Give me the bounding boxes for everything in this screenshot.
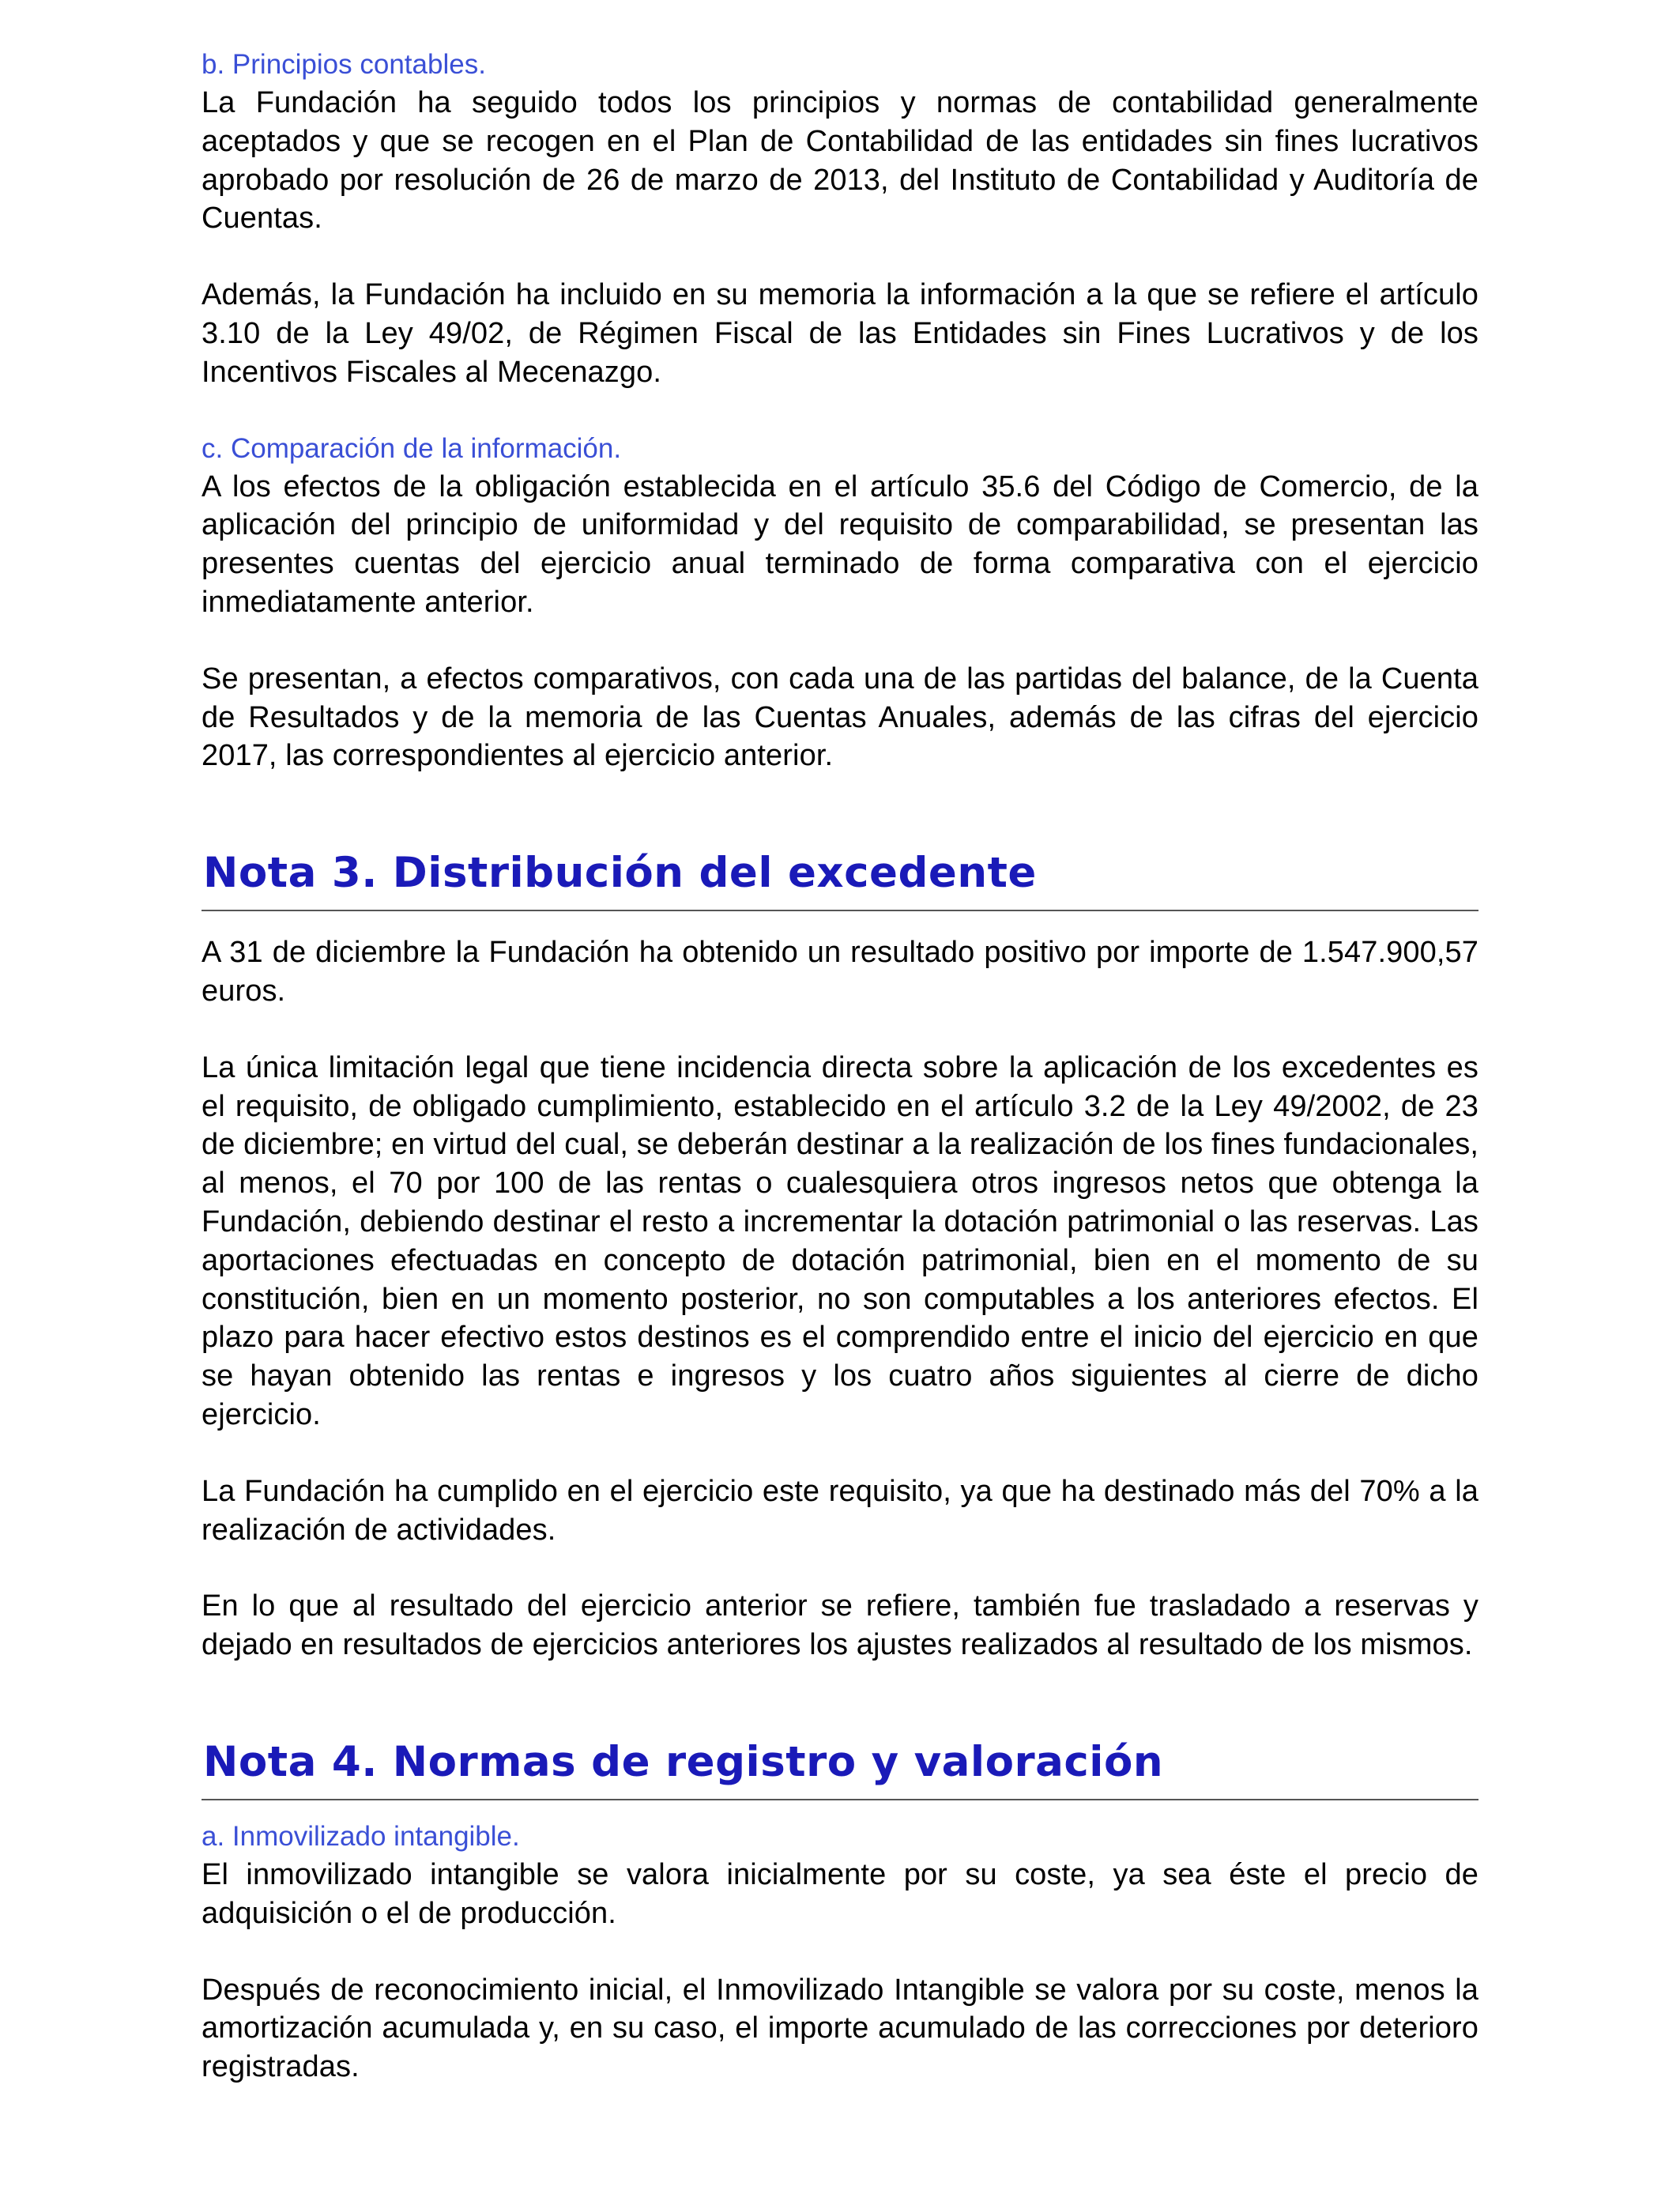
section-comparacion-informacion: [202, 430, 1478, 776]
paragraph: El inmovilizado intangible se valora inicialmente por su coste, ya sea éste el precio de adquisición o el de producción.: [202, 1857, 1478, 1930]
subheading-comparacion-informacion: c. Comparación de la información.: [202, 432, 622, 464]
section-principios-contables: [202, 46, 1478, 392]
subheading-inmovilizado-intangible: a. Inmovilizado intangible.: [202, 1820, 520, 1852]
paragraph: La Fundación ha seguido todos los principios y normas de contabilidad generalmente aceptados y que se recogen en el Plan de Contabilidad de las entidades sin fines lucrativos aprobado por resolución de 26 de marzo de 2013, del Instituto de Contabilidad y Auditoría de Cuentas.: [202, 86, 1478, 236]
paragraph: La única limitación legal que tiene incidencia directa sobre la aplicación de los excedentes es el requisito, de obligado cumplimiento, establecido en el artículo 3.2 de la Ley 49/2002, de 23 de diciembre; en virtud del cual, se deberán destinar a la realización de los fines fundacionales, al menos, el 70 por 100 de las rentas o cualesquiera otros ingresos netos que obtenga la Fundación, debiendo destinar el resto a incrementar la dotación patrimonial o las reservas. Las aportaciones efectuadas en concepto de dotación patrimonial, bien en el momento de su constitución, bien en un momento posterior, no son computables a los anteriores efectos. El plazo para hacer efectivo estos destinos es el comprendido entre el inicio del ejercicio en que se hayan obtenido las rentas e ingresos y los cuatro años siguientes al cierre de dicho ejercicio.: [202, 1050, 1478, 1431]
spacer: [202, 1800, 1478, 1818]
paragraph: A 31 de diciembre la Fundación ha obtenido un resultado positivo por importe de 1.547.900,57 euros.: [202, 936, 1478, 1008]
section-nota-4: [202, 1737, 1478, 2087]
paragraph: La Fundación ha cumplido en el ejercicio este requisito, ya que ha destinado más del 70% a la realización de actividades.: [202, 1474, 1478, 1547]
subheading-principios-contables: b. Principios contables.: [202, 49, 486, 80]
paragraph: A los efectos de la obligación establecida en el artículo 35.6 del Código de Comercio, de la aplicación del principio de uniformidad y del requisito de comparabilidad, se presentan las presentes cuentas del ejercicio anual terminado de forma comparativa con el ejercicio inmediatamente anterior.: [202, 469, 1478, 619]
heading-nota-3: Nota 3. Distribución del excedente: [202, 848, 1478, 911]
section-nota-3: [202, 848, 1478, 1664]
paragraph: En lo que al resultado del ejercicio anterior se refiere, también fue trasladado a reservas y dejado en resultados de ejercicios anteriores los ajustes realizados al resultado de los mismos.: [202, 1589, 1478, 1662]
spacer: [202, 1664, 1478, 1737]
paragraph: Después de reconocimiento inicial, el Inmovilizado Intangible se valora por su coste, menos la amortización acumulada y, en su caso, el importe acumulado de las correcciones por deterioro registradas.: [202, 1973, 1478, 2084]
heading-nota-4: Nota 4. Normas de registro y valoración: [202, 1737, 1478, 1800]
spacer: [202, 911, 1478, 933]
paragraph: Se presentan, a efectos comparativos, con cada una de las partidas del balance, de la Cuenta de Resultados y de la memoria de las Cuentas Anuales, además de las cifras del ejercicio 2017, las correspondientes al ejercicio anterior.: [202, 662, 1478, 773]
document-page: [202, 46, 1478, 2087]
spacer: [202, 775, 1478, 848]
paragraph: Además, la Fundación ha incluido en su memoria la información a la que se refiere el artículo 3.10 de la Ley 49/02, de Régimen Fiscal de las Entidades sin Fines Lucrativos y de los Incentivos Fiscales al Mecenazgo.: [202, 278, 1478, 389]
